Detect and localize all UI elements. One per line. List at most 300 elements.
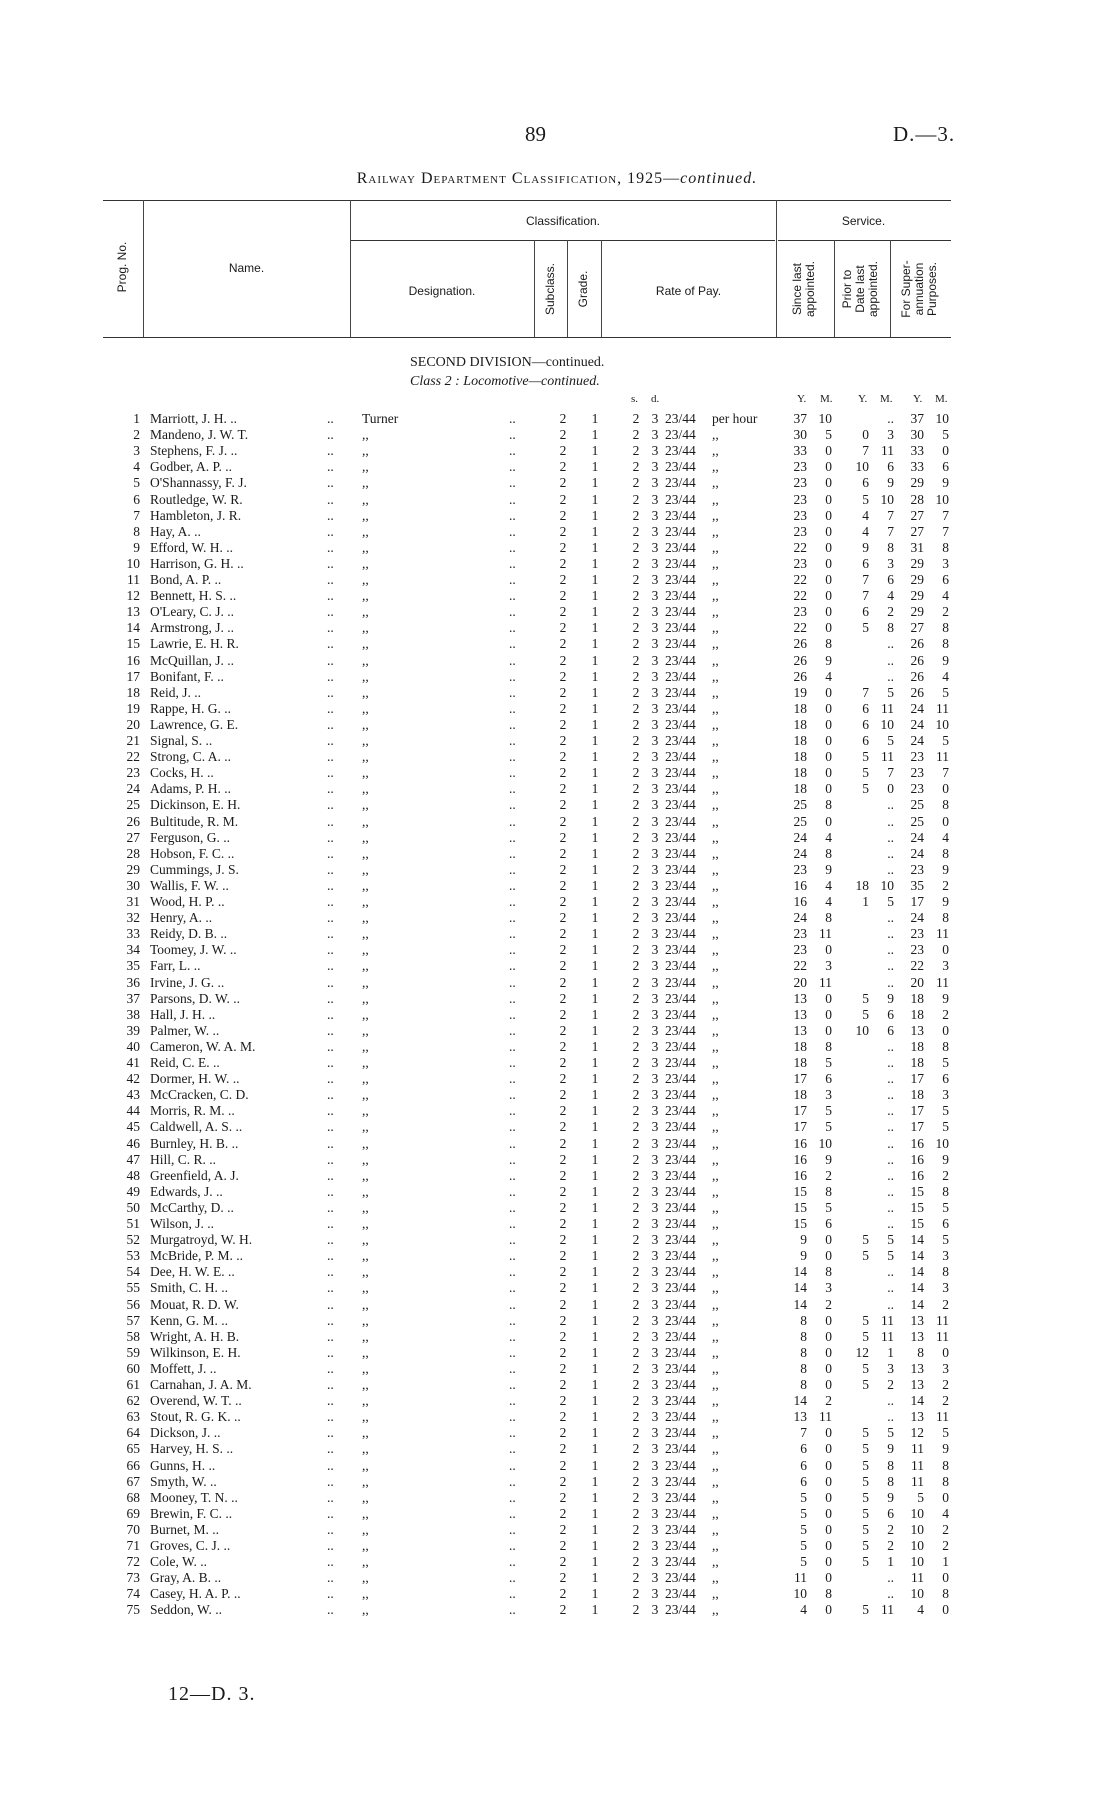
rate-per-cell: ,, <box>712 1296 719 1312</box>
grade-cell: 1 <box>591 523 599 539</box>
name-cell: Hobson, F. C. .. <box>150 845 235 861</box>
rate-per-cell: ,, <box>712 555 719 571</box>
grade-cell: 1 <box>591 588 599 604</box>
designation-cell: ,, <box>362 1087 369 1103</box>
super-months-cell: 6 <box>942 1216 949 1231</box>
leader-dots: .. <box>509 1586 516 1602</box>
super-years-cell: 25 <box>910 797 924 813</box>
super-months-cell: 7 <box>942 507 949 523</box>
rate-pence-cell: 3 <box>651 1199 659 1215</box>
rate-fraction-cell: 23/44 <box>665 1280 696 1296</box>
super-years-cell: 23 <box>910 749 924 765</box>
prog-no-cell: 66 <box>126 1457 140 1473</box>
name-cell: Hill, C. R. .. <box>150 1151 217 1167</box>
subclass-cell: 2 <box>559 1071 567 1087</box>
table-row <box>0 1441 1114 1457</box>
leader-dots: .. <box>509 572 516 587</box>
header-bottom-rule <box>103 337 951 338</box>
rate-pence-cell: 3 <box>651 475 659 491</box>
table-row <box>0 540 1114 556</box>
grade-cell: 1 <box>591 491 599 507</box>
designation-cell: ,, <box>362 974 369 990</box>
rate-fraction-cell: 23/44 <box>665 539 696 555</box>
leader-dots: .. <box>509 539 516 555</box>
rate-shillings-cell: 2 <box>632 1360 640 1376</box>
division-title: SECOND DIVISION—continued. <box>410 355 605 370</box>
rate-shillings-cell: 2 <box>632 604 640 620</box>
rate-pence-cell: 3 <box>651 1038 659 1054</box>
rate-fraction-cell: 23/44 <box>665 1328 696 1344</box>
designation-cell: ,, <box>362 781 369 797</box>
rate-shillings-cell: 2 <box>632 1022 640 1038</box>
leader-dots: .. <box>509 894 516 909</box>
super-years-cell: 13 <box>910 1328 924 1344</box>
prior-years-cell: 5 <box>862 1457 869 1473</box>
rate-shillings-cell: 2 <box>632 411 640 426</box>
super-years-cell: 8 <box>917 1344 924 1360</box>
leader-dots: .. <box>327 588 334 604</box>
prior-months-cell: .. <box>887 1103 894 1119</box>
table-row <box>0 1586 1114 1602</box>
super-years-cell: 14 <box>910 1248 924 1264</box>
rate-pence-cell: 3 <box>651 604 659 620</box>
leader-dots: .. <box>327 958 334 974</box>
prog-no-cell: 49 <box>126 1183 140 1199</box>
grade-cell: 1 <box>591 1521 599 1537</box>
since-months-cell: 6 <box>825 1071 832 1087</box>
table-row <box>0 1280 1114 1296</box>
super-months-cell: 4 <box>942 668 949 684</box>
rate-fraction-cell: 23/44 <box>665 1264 696 1280</box>
since-months-cell: 0 <box>825 1441 832 1457</box>
super-years-cell: 10 <box>910 1554 924 1570</box>
rate-shillings-cell: 2 <box>632 749 640 765</box>
designation-cell: ,, <box>362 700 369 716</box>
subclass-cell: 2 <box>559 1393 567 1409</box>
super-years-cell: 18 <box>910 1038 924 1054</box>
subclass-cell: 2 <box>559 1441 567 1457</box>
grade-cell: 1 <box>591 539 599 555</box>
since-months-cell: 0 <box>825 1232 832 1248</box>
leader-dots: .. <box>509 1199 516 1215</box>
subclass-cell: 2 <box>559 749 567 765</box>
since-months-cell: 0 <box>825 1022 832 1038</box>
unit-years: Y. <box>858 393 868 405</box>
name-cell: Kenn, G. M. .. <box>150 1312 228 1328</box>
prog-no-cell: 21 <box>126 733 140 748</box>
subclass-cell: 2 <box>559 1280 567 1296</box>
prog-no-cell: 59 <box>126 1344 140 1360</box>
super-months-cell: 0 <box>942 443 949 459</box>
leader-dots: .. <box>509 1554 516 1570</box>
rate-pence-cell: 3 <box>651 1248 659 1264</box>
prior-months-cell: .. <box>887 974 894 990</box>
table-row <box>0 685 1114 701</box>
since-years-cell: 13 <box>793 1409 807 1425</box>
super-months-cell: 5 <box>942 684 949 700</box>
prior-years-cell: 10 <box>855 459 869 475</box>
rate-per-cell: ,, <box>712 1409 719 1425</box>
rate-pence-cell: 3 <box>651 1409 659 1425</box>
table-row <box>0 733 1114 749</box>
name-cell: Palmer, W. .. <box>150 1022 220 1038</box>
name-cell: Murgatroyd, W. H. <box>150 1232 253 1248</box>
prior-years-cell: 5 <box>862 1441 869 1457</box>
prior-months-cell: .. <box>887 845 894 861</box>
name-cell: Rappe, H. G. .. <box>150 700 231 716</box>
prior-months-cell: .. <box>887 861 894 877</box>
name-cell: Hay, A. .. <box>150 523 201 539</box>
name-cell: Irvine, J. G. .. <box>150 974 225 990</box>
since-years-cell: 5 <box>800 1538 807 1553</box>
leader-dots: .. <box>509 733 516 748</box>
prog-no-cell: 69 <box>126 1505 140 1521</box>
prior-years-cell: 6 <box>862 555 869 571</box>
since-months-cell: 0 <box>825 1248 832 1264</box>
rate-fraction-cell: 23/44 <box>665 1055 696 1070</box>
subclass-cell: 2 <box>559 1570 567 1586</box>
grade-cell: 1 <box>591 910 599 926</box>
subclass-cell: 2 <box>559 539 567 555</box>
leader-dots: .. <box>509 652 516 668</box>
leader-dots: .. <box>327 684 334 700</box>
prog-no-cell: 31 <box>126 894 140 909</box>
rate-shillings-cell: 2 <box>632 443 640 459</box>
name-cell: Marriott, J. H. .. <box>150 411 237 426</box>
table-row <box>0 636 1114 652</box>
rate-shillings-cell: 2 <box>632 1344 640 1360</box>
prior-months-cell: .. <box>887 829 894 845</box>
prior-months-cell: .. <box>887 1296 894 1312</box>
rate-per-cell: ,, <box>712 604 719 620</box>
subclass-cell: 2 <box>559 990 567 1006</box>
header-top-rule <box>103 200 951 201</box>
grade-cell: 1 <box>591 926 599 942</box>
grade-cell: 1 <box>591 411 599 426</box>
prog-no-cell: 12 <box>126 588 140 604</box>
table-row <box>0 653 1114 669</box>
table-row <box>0 1216 1114 1232</box>
super-months-cell: 11 <box>936 1312 949 1328</box>
grade-cell: 1 <box>591 1586 599 1602</box>
since-years-cell: 9 <box>800 1232 807 1248</box>
prog-no-cell: 55 <box>126 1280 140 1296</box>
leader-dots: .. <box>509 845 516 861</box>
table-row <box>0 765 1114 781</box>
since-years-cell: 10 <box>793 1586 807 1602</box>
prior-months-cell: .. <box>887 1119 894 1135</box>
grade-cell: 1 <box>591 1022 599 1038</box>
table-row <box>0 1152 1114 1168</box>
leader-dots: .. <box>327 668 334 684</box>
rate-fraction-cell: 23/44 <box>665 845 696 861</box>
table-row <box>0 942 1114 958</box>
grade-cell: 1 <box>591 1248 599 1264</box>
prior-years-cell: 5 <box>862 1554 869 1570</box>
table-row <box>0 797 1114 813</box>
prog-no-cell: 1 <box>133 411 140 426</box>
prior-years-cell: 5 <box>862 781 869 797</box>
rate-per-cell: ,, <box>712 1570 719 1586</box>
rate-shillings-cell: 2 <box>632 491 640 507</box>
table-row <box>0 717 1114 733</box>
table-row <box>0 459 1114 475</box>
rate-pence-cell: 3 <box>651 765 659 781</box>
since-months-cell: 0 <box>825 1377 832 1392</box>
leader-dots: .. <box>327 1344 334 1360</box>
subclass-cell: 2 <box>559 845 567 861</box>
since-months-cell: 5 <box>825 1199 832 1215</box>
table-row <box>0 1103 1114 1119</box>
super-years-cell: 23 <box>910 765 924 781</box>
leader-dots: .. <box>327 1377 334 1392</box>
name-cell: McCarthy, D. .. <box>150 1199 234 1215</box>
since-years-cell: 15 <box>793 1199 807 1215</box>
rate-per-cell: ,, <box>712 1586 719 1602</box>
table-row <box>0 1119 1114 1135</box>
table-row <box>0 1522 1114 1538</box>
subclass-cell: 2 <box>559 1167 567 1183</box>
super-years-cell: 11 <box>911 1473 924 1489</box>
since-years-cell: 37 <box>793 411 807 426</box>
since-years-cell: 6 <box>800 1457 807 1473</box>
since-months-cell: 8 <box>825 1264 832 1280</box>
designation-cell: ,, <box>362 829 369 845</box>
super-months-cell: 8 <box>942 910 949 926</box>
leader-dots: .. <box>327 443 334 459</box>
rate-per-cell: ,, <box>712 1473 719 1489</box>
name-cell: Groves, C. J. .. <box>150 1538 231 1553</box>
rate-fraction-cell: 23/44 <box>665 652 696 668</box>
super-years-cell: 29 <box>910 588 924 604</box>
table-row <box>0 1409 1114 1425</box>
grade-cell: 1 <box>591 1473 599 1489</box>
prog-no-cell: 35 <box>126 958 140 974</box>
designation-cell: ,, <box>362 1264 369 1280</box>
super-months-cell: 2 <box>942 877 949 893</box>
subclass-cell: 2 <box>559 781 567 797</box>
rate-per-cell: ,, <box>712 1151 719 1167</box>
rate-per-cell: ,, <box>712 958 719 974</box>
name-cell: Wilkinson, E. H. <box>150 1344 241 1360</box>
rate-shillings-cell: 2 <box>632 620 640 636</box>
leader-dots: .. <box>509 942 516 958</box>
super-months-cell: 5 <box>942 1103 949 1119</box>
table-row <box>0 910 1114 926</box>
since-years-cell: 33 <box>793 443 807 459</box>
prior-years-cell: 5 <box>862 1489 869 1505</box>
rate-shillings-cell: 2 <box>632 733 640 748</box>
subclass-cell: 2 <box>559 1183 567 1199</box>
since-months-cell: 8 <box>825 910 832 926</box>
rate-pence-cell: 3 <box>651 1377 659 1392</box>
subclass-cell: 2 <box>559 974 567 990</box>
rate-per-cell: ,, <box>712 1538 719 1553</box>
header-service: Service. <box>841 214 886 228</box>
grade-cell: 1 <box>591 604 599 620</box>
rate-pence-cell: 3 <box>651 749 659 765</box>
super-months-cell: 11 <box>936 926 949 942</box>
designation-cell: ,, <box>362 684 369 700</box>
rate-per-cell: ,, <box>712 1248 719 1264</box>
subclass-cell: 2 <box>559 1103 567 1119</box>
prior-months-cell: 3 <box>887 1360 894 1376</box>
designation-cell: ,, <box>362 620 369 636</box>
table-row <box>0 830 1114 846</box>
leader-dots: .. <box>327 1087 334 1103</box>
designation-cell: ,, <box>362 1457 369 1473</box>
rate-shillings-cell: 2 <box>632 1393 640 1409</box>
prior-months-cell: 5 <box>887 894 894 909</box>
since-years-cell: 23 <box>793 942 807 958</box>
rate-pence-cell: 3 <box>651 1505 659 1521</box>
designation-cell: ,, <box>362 1521 369 1537</box>
document-title <box>0 170 1114 188</box>
since-years-cell: 26 <box>793 652 807 668</box>
leader-dots: .. <box>327 1586 334 1602</box>
since-years-cell: 23 <box>793 604 807 620</box>
rate-per-cell: ,, <box>712 877 719 893</box>
since-months-cell: 5 <box>825 1119 832 1135</box>
since-years-cell: 6 <box>800 1473 807 1489</box>
grade-cell: 1 <box>591 1199 599 1215</box>
table-row <box>0 1458 1114 1474</box>
leader-dots: .. <box>509 411 516 426</box>
designation-cell: ,, <box>362 652 369 668</box>
leader-dots: .. <box>509 926 516 942</box>
subclass-cell: 2 <box>559 829 567 845</box>
table-row <box>0 1297 1114 1313</box>
leader-dots: .. <box>327 1248 334 1264</box>
since-years-cell: 6 <box>800 1441 807 1457</box>
prior-months-cell: 2 <box>887 1377 894 1392</box>
prior-months-cell: .. <box>887 926 894 942</box>
prior-months-cell: 11 <box>881 1328 894 1344</box>
name-cell: Hall, J. H. .. <box>150 1006 216 1022</box>
rate-per-cell: ,, <box>712 1328 719 1344</box>
prior-months-cell: 6 <box>887 1505 894 1521</box>
leader-dots: .. <box>509 1151 516 1167</box>
rate-per-cell: ,, <box>712 523 719 539</box>
super-years-cell: 13 <box>910 1409 924 1425</box>
name-cell: O'Shannassy, F. J. <box>150 475 247 491</box>
table-row <box>0 1393 1114 1409</box>
super-months-cell: 10 <box>935 411 949 426</box>
prior-months-cell: 11 <box>881 1602 894 1618</box>
since-months-cell: 0 <box>825 1457 832 1473</box>
leader-dots: .. <box>327 1006 334 1022</box>
header-grade: Grade. <box>576 270 590 308</box>
prior-months-cell: 8 <box>887 539 894 555</box>
rate-pence-cell: 3 <box>651 845 659 861</box>
rate-per-cell: ,, <box>712 443 719 459</box>
designation-cell: ,, <box>362 1055 369 1070</box>
super-years-cell: 18 <box>910 1055 924 1070</box>
super-months-cell: 5 <box>942 1232 949 1248</box>
rate-pence-cell: 3 <box>651 539 659 555</box>
table-row <box>0 1264 1114 1280</box>
prog-no-cell: 40 <box>126 1038 140 1054</box>
rate-shillings-cell: 2 <box>632 1006 640 1022</box>
leader-dots: .. <box>327 1473 334 1489</box>
rate-fraction-cell: 23/44 <box>665 700 696 716</box>
prog-no-cell: 3 <box>133 443 140 459</box>
prior-months-cell: .. <box>887 1055 894 1070</box>
grade-cell: 1 <box>591 1183 599 1199</box>
prog-no-cell: 47 <box>126 1151 140 1167</box>
rate-fraction-cell: 23/44 <box>665 781 696 797</box>
prior-years-cell: 5 <box>862 990 869 1006</box>
leader-dots: .. <box>327 1360 334 1376</box>
rate-pence-cell: 3 <box>651 1328 659 1344</box>
name-cell: Reidy, D. B. .. <box>150 926 228 942</box>
since-months-cell: 0 <box>825 1505 832 1521</box>
leader-dots: .. <box>327 1264 334 1280</box>
grade-cell: 1 <box>591 1038 599 1054</box>
col-rule <box>834 240 835 337</box>
unit-months: M. <box>880 393 893 405</box>
leader-dots: .. <box>509 443 516 459</box>
rate-per-cell: ,, <box>712 1521 719 1537</box>
leader-dots: .. <box>327 1312 334 1328</box>
grade-cell: 1 <box>591 459 599 475</box>
table-row <box>0 1184 1114 1200</box>
designation-cell: ,, <box>362 539 369 555</box>
designation-cell: ,, <box>362 1103 369 1119</box>
since-months-cell: 5 <box>825 427 832 443</box>
rate-pence-cell: 3 <box>651 668 659 684</box>
table-row <box>0 991 1114 1007</box>
prior-years-cell: 5 <box>862 1360 869 1376</box>
grade-cell: 1 <box>591 877 599 893</box>
since-months-cell: 0 <box>825 443 832 459</box>
rate-shillings-cell: 2 <box>632 636 640 652</box>
designation-cell: ,, <box>362 1280 369 1296</box>
prior-years-cell: 10 <box>855 1022 869 1038</box>
super-months-cell: 2 <box>942 1296 949 1312</box>
rate-shillings-cell: 2 <box>632 845 640 861</box>
super-months-cell: 4 <box>942 588 949 604</box>
super-months-cell: 7 <box>942 765 949 781</box>
super-years-cell: 13 <box>910 1312 924 1328</box>
since-years-cell: 22 <box>793 539 807 555</box>
prior-months-cell: 5 <box>887 1248 894 1264</box>
designation-cell: ,, <box>362 1409 369 1425</box>
leader-dots: .. <box>327 894 334 909</box>
designation-cell: ,, <box>362 1602 369 1618</box>
leader-dots: .. <box>327 1409 334 1425</box>
grade-cell: 1 <box>591 1457 599 1473</box>
name-cell: Mandeno, J. W. T. <box>150 427 249 443</box>
since-months-cell: 0 <box>825 1602 832 1618</box>
since-years-cell: 8 <box>800 1344 807 1360</box>
prior-years-cell: 12 <box>855 1344 869 1360</box>
leader-dots: .. <box>509 1425 516 1441</box>
leader-dots: .. <box>327 636 334 652</box>
prog-no-cell: 26 <box>126 813 140 829</box>
since-years-cell: 5 <box>800 1505 807 1521</box>
leader-dots: .. <box>509 700 516 716</box>
super-years-cell: 27 <box>910 620 924 636</box>
super-months-cell: 9 <box>942 1441 949 1457</box>
rate-fraction-cell: 23/44 <box>665 1167 696 1183</box>
col-rule <box>567 240 568 337</box>
rate-per-cell: ,, <box>712 1280 719 1296</box>
leader-dots: .. <box>509 1216 516 1231</box>
leader-dots: .. <box>509 1312 516 1328</box>
designation-cell: ,, <box>362 588 369 604</box>
since-months-cell: 0 <box>825 475 832 491</box>
